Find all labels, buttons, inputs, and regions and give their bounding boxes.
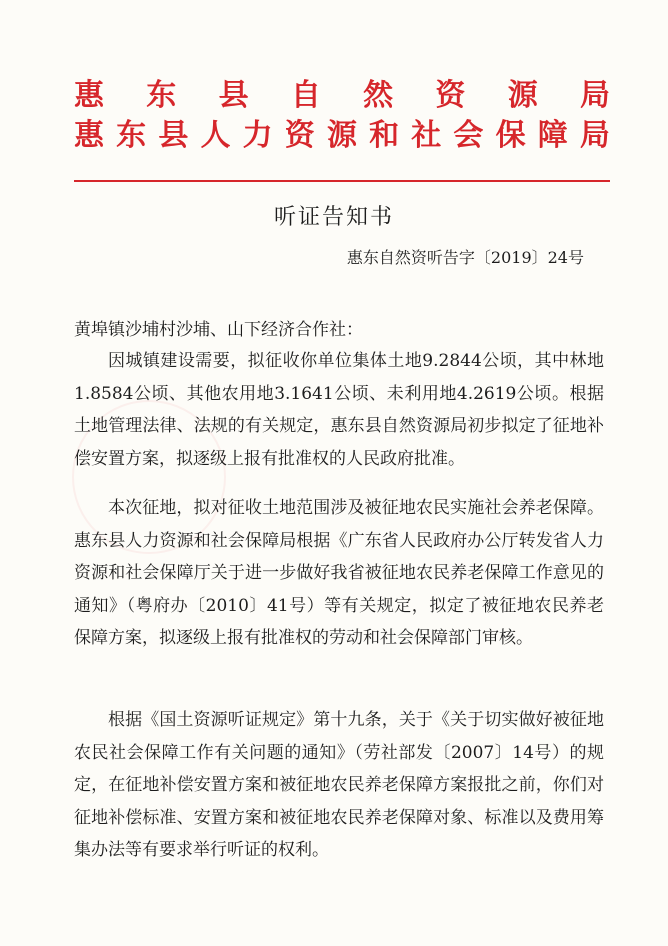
org-char: 局 <box>579 118 610 153</box>
org-char: 人 <box>200 118 231 153</box>
org-char: 惠 <box>74 78 104 113</box>
org-char: 东 <box>116 118 147 153</box>
org-char: 局 <box>579 78 610 113</box>
org-char: 资 <box>435 78 466 113</box>
document-title: 听证告知书 <box>273 205 394 230</box>
body-paragraph-1: 因城镇建设需要，拟征收你单位集体土地9.2844公顷，其中林地1.8584公顷、其他农用地3.1641公顷、未利用地4.2619公顷。根据土地管理法律、法规的有关规定，惠东县自然资源局初步拟定了征地补偿安置方案，拟逐级上报有批准权的人民政府批准。 <box>74 351 604 469</box>
document-number: 惠东自然资听告字〔2019〕24号 <box>346 248 584 267</box>
issuing-org-human-resources <box>74 116 610 156</box>
org-char: 力 <box>242 118 273 153</box>
body-paragraph-3: 根据《国土资源听证规定》第十九条，关于《关于切实做好被征地农民社会保障工作有关问题的通知》（劳社部发〔2007〕14号）的规定，在征地补偿安置方案和被征地农民养老保障方案报批之前，你们对征地补偿标准、安置方案和被征地农民养老保障对象、标准以及费用筹集办法等有要求举行听证的权利。 <box>74 710 604 860</box>
org-char: 会 <box>453 118 484 153</box>
issuing-org-natural-resources <box>74 76 610 116</box>
org-char: 源 <box>326 118 357 153</box>
org-char: 资 <box>284 118 315 153</box>
header-divider <box>74 180 610 182</box>
org-char: 社 <box>411 118 442 153</box>
addressee: 黄埠镇沙埔村沙埔、山下经济合作社： <box>74 320 363 340</box>
org-char: 惠 <box>74 118 104 153</box>
org-char: 县 <box>218 78 249 113</box>
org-char: 然 <box>363 78 394 113</box>
org-char: 保 <box>495 118 526 153</box>
org-char: 和 <box>369 118 400 153</box>
org-char: 源 <box>507 78 538 113</box>
body-paragraph-2: 本次征地，拟对征收土地范围涉及被征地农民实施社会养老保障。惠东县人力资源和社会保障局根据《广东省人民政府办公厅转发省人力资源和社会保障厅关于进一步做好我省被征地农民养老保障工作意见的通知》（粤府办〔2010〕41号）等有关规定，拟定了被征地农民养老保障方案，拟逐级上报有批准权的劳动和社会保障部门审核。 <box>74 498 604 648</box>
org-char: 自 <box>290 78 321 113</box>
org-char: 县 <box>158 118 189 153</box>
org-char: 障 <box>537 118 568 153</box>
org-char: 东 <box>146 78 177 113</box>
